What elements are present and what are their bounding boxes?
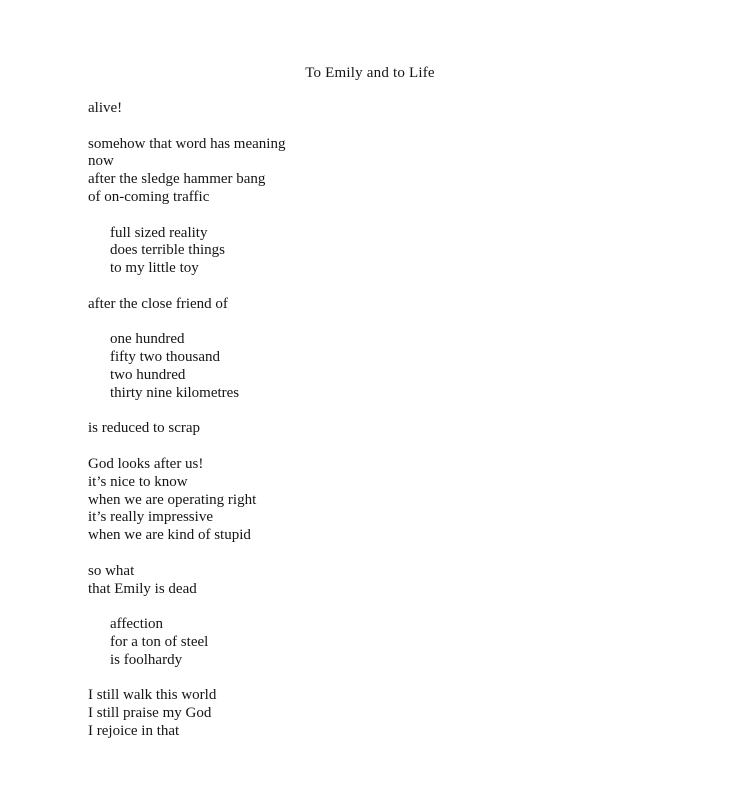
poem-line: somehow that word has meaning (88, 135, 286, 152)
poem-line: for a ton of steel (110, 633, 209, 650)
poem-stanza (88, 100, 740, 118)
poem-stanza (88, 420, 740, 438)
poem-line: it’s nice to know (88, 473, 188, 490)
poem-line: of on-coming traffic (88, 188, 210, 205)
poem-line: I rejoice in that (88, 722, 180, 739)
poem-line: that Emily is dead (88, 580, 197, 597)
poem-stanza (88, 616, 740, 669)
poem-line: is foolhardy (110, 651, 183, 668)
poem-stanza (88, 331, 740, 402)
poem-line: God looks after us! (88, 455, 204, 472)
poem-line: affection (110, 616, 164, 633)
poem-line: I still praise my God (88, 705, 212, 722)
poem-line: so what (88, 562, 135, 579)
poem-line: fifty two thousand (110, 349, 220, 366)
poem-stanza (88, 563, 740, 599)
poem-line: when we are operating right (88, 491, 257, 508)
poem-line: one hundred (110, 331, 185, 348)
poem-line: is reduced to scrap (88, 420, 201, 437)
poem-stanza (88, 136, 740, 207)
poem-stanza (88, 296, 740, 314)
poem-title: To Emily and to Life (305, 65, 435, 81)
poem-line: does terrible things (110, 242, 225, 259)
poem-line: when we are kind of stupid (88, 527, 251, 544)
poem-line: thirty nine kilometres (110, 384, 240, 401)
poem-line: I still walk this world (88, 687, 217, 704)
poem-stanza (88, 687, 740, 740)
poem-body (88, 100, 740, 741)
poem-line: it’s really impressive (88, 509, 213, 526)
poem-line: full sized reality (110, 224, 208, 241)
poem-line: after the close friend of (88, 295, 228, 312)
poem-stanza (88, 225, 740, 278)
poem-stanza (88, 456, 740, 545)
poem-line: alive! (88, 100, 123, 116)
poem-line: after the sledge hammer bang (88, 171, 266, 188)
poem-line: to my little toy (110, 260, 199, 277)
poem-line: now (88, 153, 114, 170)
poem-line: two hundred (110, 366, 186, 383)
